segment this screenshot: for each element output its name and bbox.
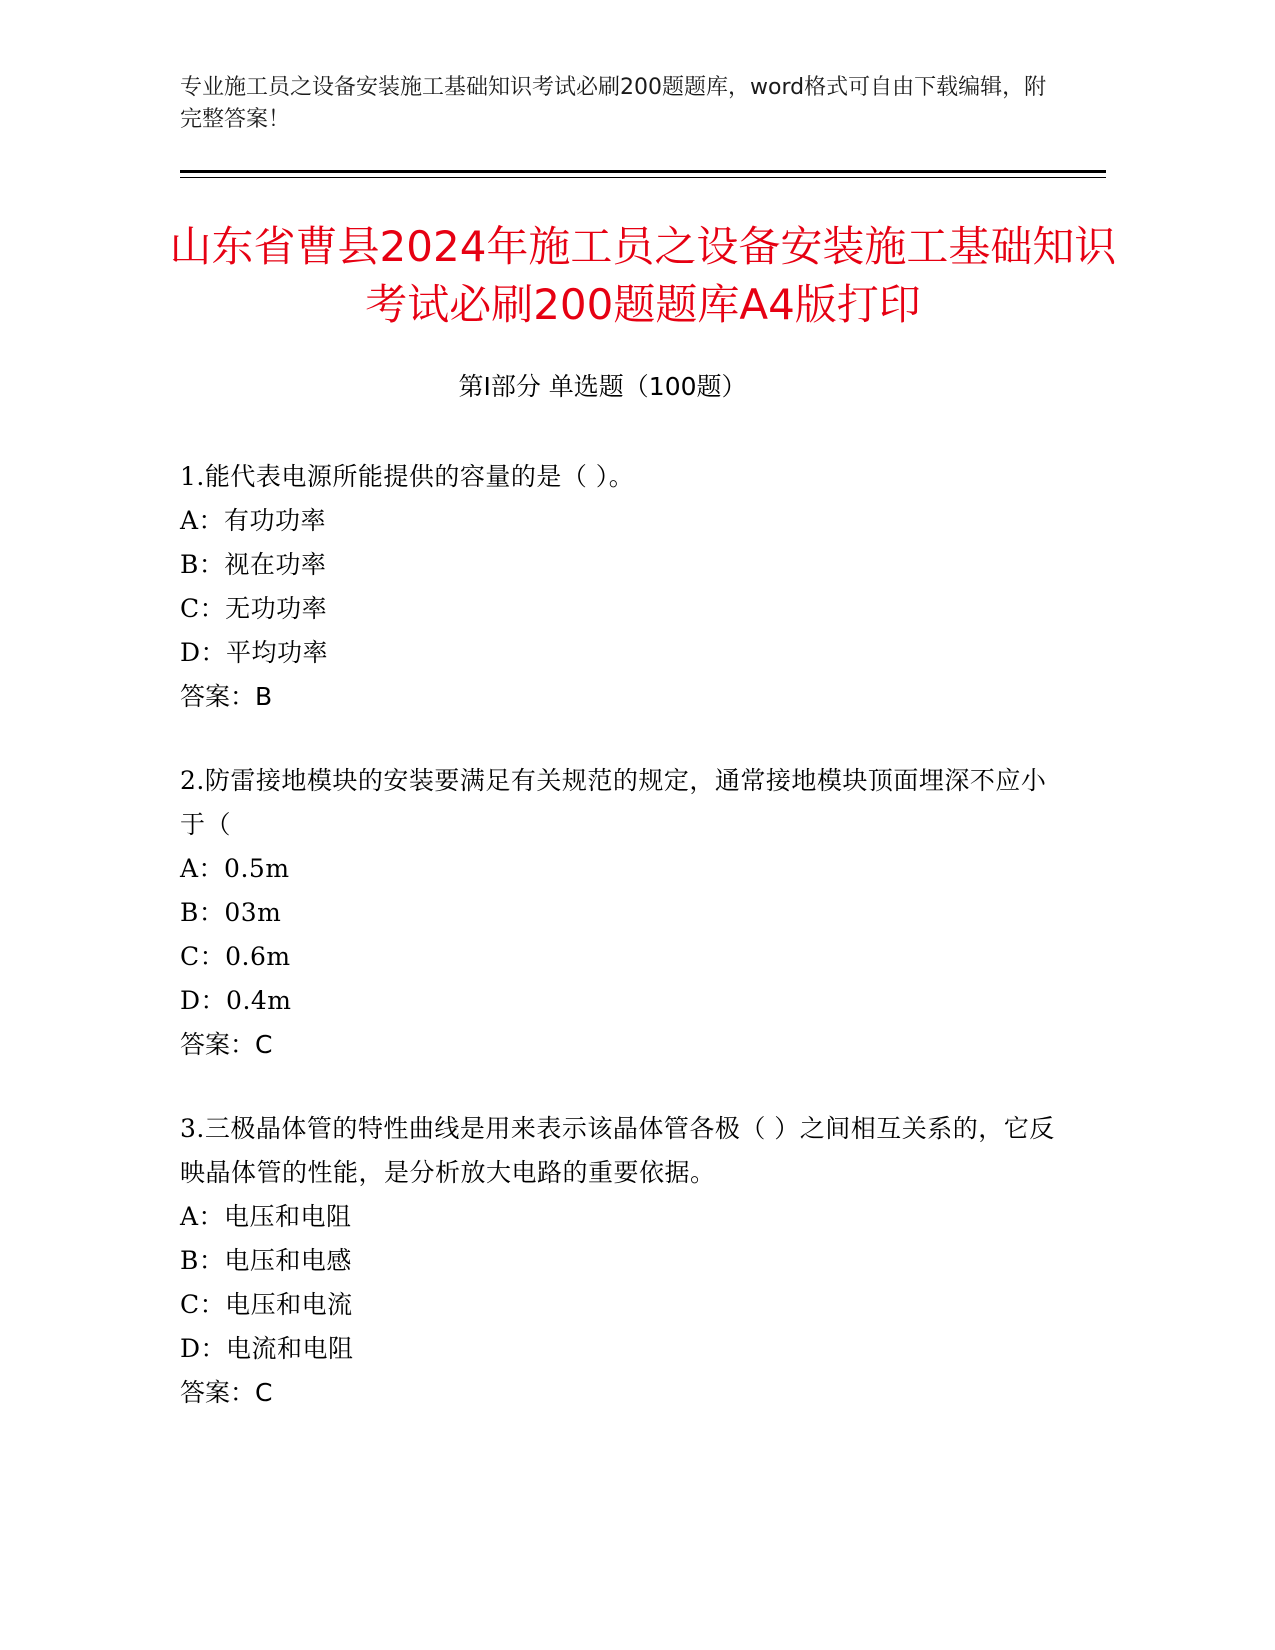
answer: 答案：C xyxy=(180,1378,273,1407)
option-a: A：0.5m xyxy=(180,854,290,883)
document-title: 山东省曹县2024年施工员之设备安装施工基础知识考试必刷200题题库A4版打印 xyxy=(169,222,1117,329)
question-1 xyxy=(180,455,1060,719)
option-b: B：视在功率 xyxy=(180,550,327,579)
option-b: B：电压和电感 xyxy=(180,1246,352,1275)
option-d: D：平均功率 xyxy=(180,638,329,667)
option-b: B：03m xyxy=(180,898,282,927)
option-a: A：电压和电阻 xyxy=(180,1202,352,1231)
header-rule-thick xyxy=(180,170,1106,173)
question-2 xyxy=(180,759,1060,1067)
header-rule-thin xyxy=(180,177,1106,178)
option-d: D：电流和电阻 xyxy=(180,1334,354,1363)
option-c: C：电压和电流 xyxy=(180,1290,353,1319)
section-heading: 第Ⅰ部分 单选题（100题） xyxy=(458,372,747,401)
question-text: 3.三极晶体管的特性曲线是用来表示该晶体管各极（ ）之间相互关系的，它反映晶体管的性能，是分析放大电路的重要依据。 xyxy=(180,1114,1055,1187)
question-text: 1.能代表电源所能提供的容量的是（ ）。 xyxy=(180,462,635,491)
option-c: C：无功功率 xyxy=(180,594,328,623)
question-3 xyxy=(180,1107,1060,1415)
option-a: A：有功功率 xyxy=(180,506,327,535)
answer: 答案：C xyxy=(180,1030,273,1059)
question-list xyxy=(180,455,1060,1455)
option-c: C：0.6m xyxy=(180,942,291,971)
question-text: 2.防雷接地模块的安装要满足有关规范的规定，通常接地模块顶面埋深不应小于（ xyxy=(180,766,1047,839)
answer: 答案：B xyxy=(180,682,273,711)
option-d: D：0.4m xyxy=(180,986,292,1015)
header-note: 专业施工员之设备安装施工基础知识考试必刷200题题库，word格式可自由下载编辑，附完整答案！ xyxy=(180,75,1047,132)
